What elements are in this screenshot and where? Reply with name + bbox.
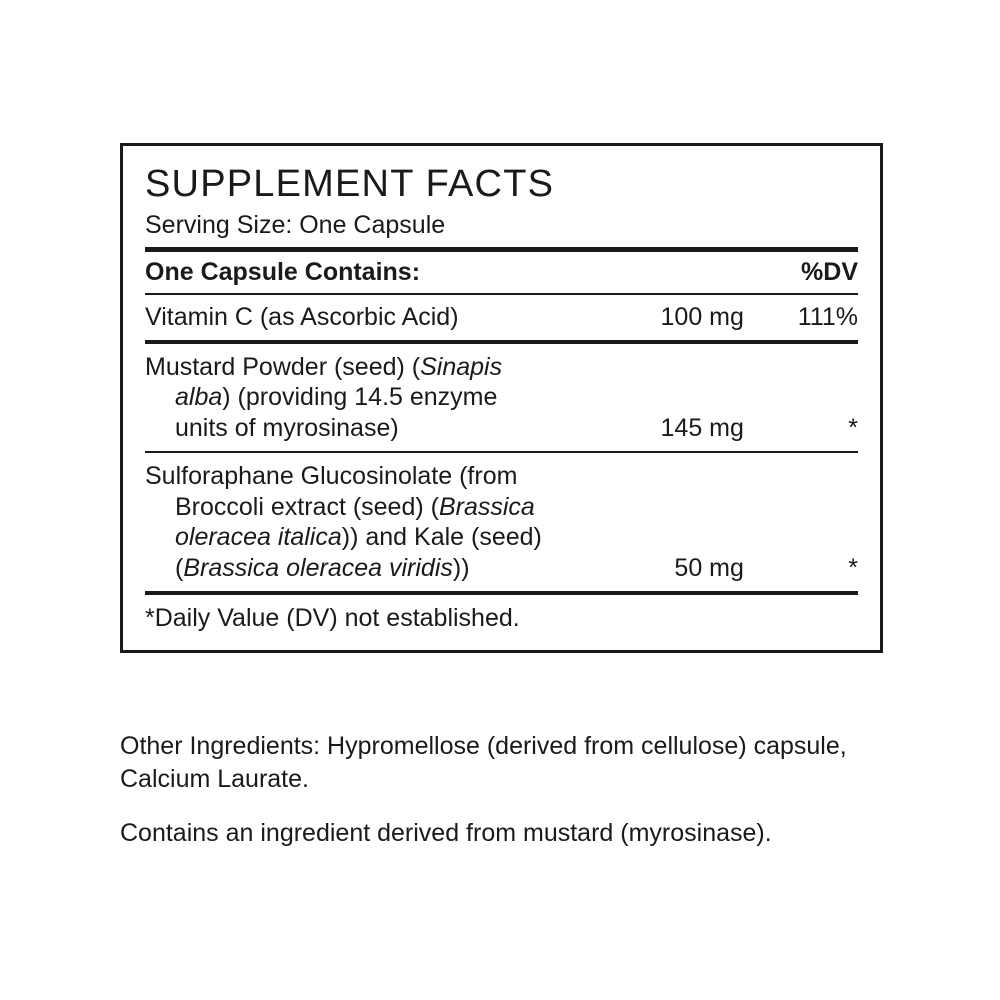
row-name-mustard-powder [145, 344, 559, 452]
header-dv-label: %DV [801, 258, 858, 287]
facts-table [145, 252, 858, 293]
table-row [145, 344, 858, 452]
page-title: SUPPLEMENT FACTS [145, 163, 555, 205]
row-dv-mustard-powder: * [848, 413, 858, 442]
allergen-note-text: Contains an ingredient derived from mustard (myrosinase). [120, 819, 772, 847]
row-amount-vitamin-c: 100 mg [660, 303, 744, 332]
sulfo-line-3: oleracea italica)) and Kale (seed) [175, 523, 542, 552]
mustard-line-2: alba) (providing 14.5 enzyme [175, 383, 498, 412]
other-ingredients-text: Other Ingredients: Hypromellose (derived from cellulose) capsule, Calcium Laurate. [120, 732, 847, 793]
table-row [145, 453, 858, 591]
sulfo-line-2: Broccoli extract (seed) (Brassica [175, 492, 535, 521]
facts-table-rows-2 [145, 344, 858, 452]
mustard-line-1: Mustard Powder (seed) (Sinapis [145, 352, 503, 381]
table-header-row [145, 252, 858, 293]
row-amount-mustard-powder: 145 mg [660, 413, 744, 442]
table-row [145, 295, 858, 340]
facts-table-rows-1 [145, 295, 858, 340]
supplement-facts-panel [120, 143, 883, 653]
sulfo-italic-kale: Brassica oleracea viridis [183, 553, 453, 582]
sulfo-line-1: Sulforaphane Glucosinolate (from [145, 462, 518, 491]
mustard-italic-genus: Sinapis [420, 352, 503, 381]
mustard-line-3: units of myrosinase) [175, 413, 399, 442]
header-amount-label [559, 252, 744, 293]
row-amount-sulforaphane: 50 mg [674, 553, 744, 582]
row-name-vitamin-c: Vitamin C (as Ascorbic Acid) [145, 303, 459, 332]
row-dv-sulforaphane: * [848, 553, 858, 582]
sulfo-italic-species: oleracea italica [175, 523, 342, 552]
serving-size: Serving Size: One Capsule [145, 210, 446, 239]
sulfo-line-4: (Brassica oleracea viridis)) [175, 553, 470, 582]
sulfo-italic-genus: Brassica [438, 492, 535, 521]
row-name-sulforaphane [145, 453, 559, 591]
facts-table-rows-3 [145, 453, 858, 591]
mustard-italic-species: alba [175, 383, 223, 412]
below-panel-text [120, 730, 910, 850]
header-contains-label: One Capsule Contains: [145, 258, 421, 287]
row-dv-vitamin-c: 111% [797, 303, 858, 332]
daily-value-footnote: *Daily Value (DV) not established. [145, 604, 520, 633]
